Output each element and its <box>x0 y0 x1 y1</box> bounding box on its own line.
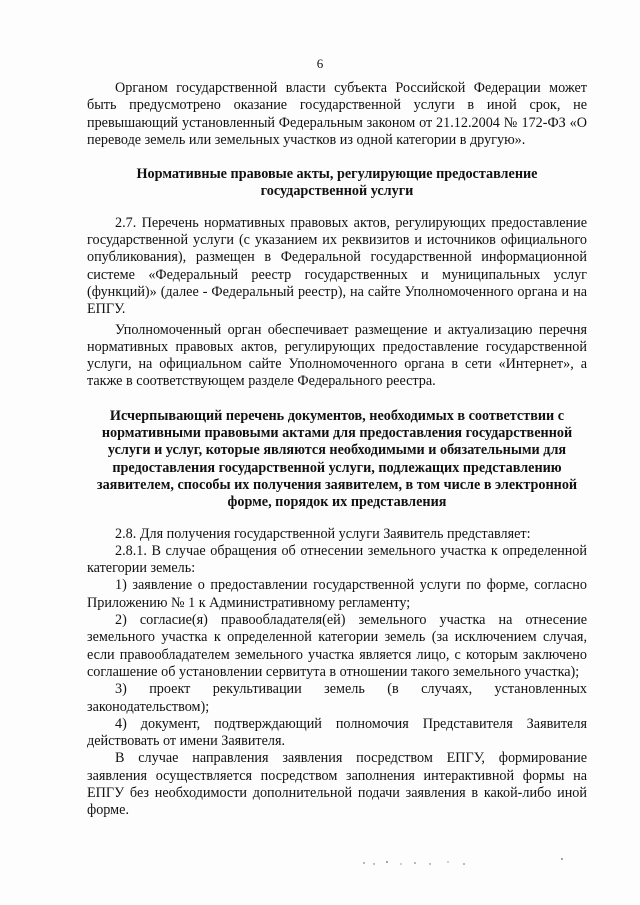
documents-list-item: 1) заявление о предоставлении государственной услуги по форме, согласно Приложению № 1 к Административному регламенту; <box>87 577 587 611</box>
legal-acts-heading: Нормативные правовые акты, регулирующие предоставление государственной услуги <box>136 166 538 200</box>
documents-paragraph: 2.8.1. В случае обращения об отнесении земельного участка к определенной категории земель: <box>87 542 587 577</box>
intro-paragraph: Органом государственной власти субъекта Российской Федерации может быть предусмотрено оказание государственной услуги в иной срок, не превышающий установленный Федеральным законом от 21.12.2004 № 172-ФЗ «О переводе земель или земельных участков из одной категории в другую». <box>87 80 587 148</box>
documents-list-item: 3) проект рекультивации земель (в случаях, установленных законодательством); <box>87 681 587 715</box>
documents-paragraph: 2.8. Для получения государственной услуги Заявитель представляет: <box>115 525 531 542</box>
page-number: 6 <box>316 56 324 71</box>
scan-noise <box>360 856 580 868</box>
page-content <box>87 80 587 820</box>
legal-acts-paragraph: Уполномоченный орган обеспечивает размещение и актуализацию перечня нормативных правовых актов, регулирующих предоставление государственной услуги, на официальном сайте Уполномоченного органа в сети «Интернет», а также в соответствующем разделе Федерального реестра. <box>87 321 587 390</box>
documents-paragraph: В случае направления заявления посредством ЕПГУ, формирование заявления осуществляется посредством заполнения интерактивной формы на ЕПГУ без необходимости дополнительной подачи заявления в какой-либо иной форме. <box>87 750 587 819</box>
documents-heading: Исчерпывающий перечень документов, необходимых в соответствии с нормативными правовыми актами для предоставления государственной услуги и услуг, которые являются необходимыми и обязательными для предоставления государственной услуги, подлежащих представлению заявителем, способы их получения заявителем, в том числе в электронной форме, порядок их представления <box>96 407 578 511</box>
documents-list-item: 2) согласие(я) правообладателя(ей) земельного участка на отнесение земельного участка к определенной категории земель (за исключением случая, если правообладателем земельного участка является лицо, с которым заключено соглашение об установлении сервитута в отношении такого земельного участка); <box>87 612 587 680</box>
documents-list-item: 4) документ, подтверждающий полномочия Представителя Заявителя действовать от имени Заявителя. <box>87 715 587 750</box>
legal-acts-paragraph: 2.7. Перечень нормативных правовых актов, регулирующих предоставление государственной услуги (с указанием их реквизитов и источников официального опубликования), размещен в Федеральной государственной информационной системе «Федеральный реестр государственных и муниципальных услуг (функций)» (далее - Федеральный реестр), на сайте Уполномоченного органа и на ЕПГУ. <box>87 214 587 318</box>
